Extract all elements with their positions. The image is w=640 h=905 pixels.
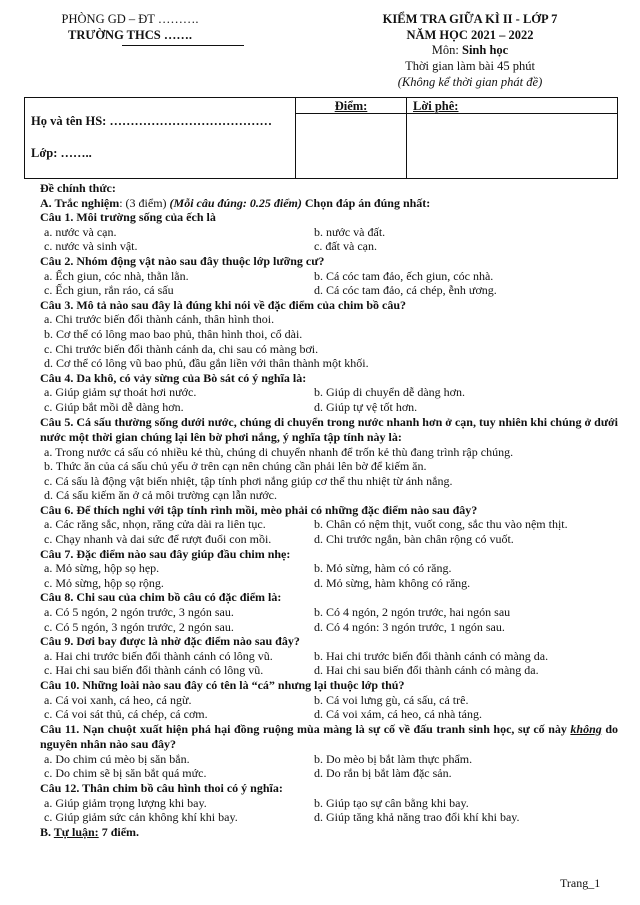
option-b[interactable]: b. nước và đất. [314, 224, 386, 239]
option-b[interactable]: b. Thức ăn của cá sấu chủ yếu ở trên cạn nên chúng cần phải lên bờ để kiếm ăn. [44, 459, 427, 474]
comment-label: Lời phê: [413, 99, 459, 113]
options-row [40, 283, 618, 298]
option-a[interactable]: a. Trong nước cá sấu có nhiều kẻ thù, chúng di chuyển nhanh để trốn kẻ thù đang trình rập chúng. [44, 444, 514, 459]
options-row [40, 269, 618, 284]
student-info-box [24, 97, 618, 179]
option-d[interactable]: d. Cá voi xám, cá heo, cá nhà táng. [314, 707, 482, 722]
option-c[interactable]: c. Chi trước biến đổi thành cánh da, chi sau có màng bơi. [44, 341, 319, 356]
part-b-prefix: B. [40, 824, 54, 839]
school-year: NĂM HỌC 2021 – 2022 [406, 27, 534, 42]
option-c[interactable]: c. Giúp giảm sức cản không khí khi bay. [44, 810, 238, 825]
option-c[interactable]: c. Do chim sẽ bị săn bắt quá mức. [44, 766, 207, 781]
options-row [40, 649, 618, 664]
option-a[interactable]: a. nước và cạn. [44, 224, 117, 239]
department: PHÒNG GD – ĐT ………. [61, 12, 199, 26]
student-cell [25, 98, 296, 178]
option-c[interactable]: c. Chạy nhanh và dai sức để rượt đuổi con mồi. [44, 532, 272, 547]
option-c[interactable]: c. Mỏ sừng, hộp sọ rộng. [44, 575, 164, 590]
part-b-title: Tự luận: [53, 824, 99, 839]
part-a-points: : (3 điểm) [119, 195, 170, 210]
options-row [40, 605, 618, 620]
option-a[interactable]: a. Giúp giảm trọng lượng khi bay. [44, 795, 207, 810]
option-b[interactable]: b. Chân có nệm thịt, vuốt cong, sắc thu vào nệm thịt. [314, 517, 568, 532]
options-row [40, 752, 618, 767]
option-a[interactable]: a. Do chim cú mèo bị săn bắn. [44, 751, 190, 766]
question-11-negation: không [570, 721, 602, 736]
question-3: Câu 3. Mô tả nào sau đây là đúng khi nói về đặc điểm của chim bồ câu? [40, 297, 407, 312]
options-row [40, 663, 618, 678]
option-d[interactable]: d. Chi trước ngắn, bàn chân rộng có vuốt. [314, 532, 514, 547]
options-row [40, 796, 618, 811]
option-a[interactable]: a. Chi trước biến đổi thành cánh, thân hình thoi. [44, 312, 275, 327]
option-c[interactable]: c. Cá voi sát thủ, cá chép, cá cơm. [44, 707, 208, 722]
question-8: Câu 8. Chi sau của chim bồ câu có đặc điểm là: [40, 590, 282, 605]
official-label: Đề chính thức: [40, 181, 116, 195]
comment-cell[interactable] [407, 98, 617, 178]
question-11 [40, 722, 618, 752]
option-a[interactable]: a. Hai chi trước biến đổi thành cánh có lông vũ. [44, 648, 273, 663]
option-b[interactable]: b. Cá cóc tam đảo, ếch giun, cóc nhà. [314, 268, 494, 283]
option-b[interactable]: b. Cá voi lưng gù, cá sấu, cá trê. [314, 692, 469, 707]
part-b-points: 7 điểm. [98, 824, 140, 839]
option-b[interactable]: b. Giúp di chuyển dễ dàng hơn. [314, 385, 465, 400]
comment-divider [407, 113, 617, 114]
part-a-scoring: (Mỗi câu đúng: 0.25 điểm) [169, 195, 302, 210]
option-d[interactable]: d. Giúp tăng khả năng trao đổi khí khi bay. [314, 810, 520, 825]
option-d[interactable]: c. đất và cạn. [314, 239, 377, 254]
question-4: Câu 4. Da khô, có vảy sừng của Bò sát có ý nghĩa là: [40, 370, 307, 385]
options-row [40, 693, 618, 708]
option-b[interactable]: b. Mỏ sừng, hàm có có răng. [314, 561, 452, 576]
option-a[interactable]: a. Ếch giun, cóc nhà, thằn lằn. [44, 268, 189, 283]
subject-line [330, 43, 610, 59]
option-c[interactable]: c. Ếch giun, rắn ráo, cá sấu [44, 283, 174, 298]
option-c[interactable]: c. Giúp bắt mồi dễ dàng hơn. [44, 399, 184, 414]
question-2: Câu 2. Nhóm động vật nào sau đây thuộc lớp lưỡng cư? [40, 253, 325, 268]
score-label: Điểm: [334, 99, 368, 113]
part-a-heading [40, 196, 618, 211]
options-row [40, 225, 618, 240]
question-11-text: Câu 11. Nạn chuột xuất hiện phá hại đồng ruộng mùa màng là sự cố về đấu tranh sinh học, sự cố này [40, 721, 571, 736]
class-field[interactable]: Lớp: …….. [31, 146, 92, 160]
option-a[interactable]: a. Mỏ sừng, hộp sọ hẹp. [44, 561, 160, 576]
option-d[interactable]: d. Hai chi sau biến đổi thành cánh có màng da. [314, 663, 539, 678]
subject-label: Môn: [431, 43, 462, 58]
option-a[interactable]: a. Có 5 ngón, 2 ngón trước, 3 ngón sau. [44, 605, 234, 620]
option-b[interactable]: b. Có 4 ngón, 2 ngón trước, hai ngón sau [314, 605, 511, 620]
options-row [40, 707, 618, 722]
option-d[interactable]: d. Có 4 ngón: 3 ngón trước, 1 ngón sau. [314, 619, 505, 634]
options-row [40, 532, 618, 547]
question-9: Câu 9. Dơi bay được là nhờ đặc điểm nào sau đây? [40, 634, 300, 649]
option-d[interactable]: d. Cá cóc tam đảo, cá chép, ễnh ương. [314, 283, 497, 298]
option-c[interactable]: c. Có 5 ngón, 3 ngón trước, 2 ngón sau. [44, 619, 234, 634]
option-d[interactable]: d. Cơ thể có lông vũ bao phủ, đầu gắn liền với thân thành một khối. [44, 356, 369, 371]
options-row [40, 810, 618, 825]
duration-note: (Không kể thời gian phát đề) [397, 74, 543, 89]
options-row [40, 239, 618, 254]
options-row [40, 385, 618, 400]
option-a[interactable]: a. Giúp giảm sự thoát hơi nước. [44, 385, 197, 400]
option-d[interactable]: d. Cá sấu kiếm ăn ở cả môi trường cạn lẫn nước. [44, 488, 277, 503]
option-b[interactable]: b. Hai chi trước biến đổi thành cánh có màng da. [314, 648, 549, 663]
duration: Thời gian làm bài 45 phút [405, 58, 535, 73]
options-row [40, 517, 618, 532]
option-b[interactable]: b. Cơ thể có lông mao bao phủ, thân hình thoi, cổ dài. [44, 326, 303, 341]
page-number: Trang_1 [560, 876, 601, 890]
option-b[interactable]: b. Do mèo bị bắt làm thực phẩm. [314, 751, 473, 766]
school-underline [122, 45, 244, 46]
score-cell[interactable] [296, 98, 407, 178]
option-c[interactable]: c. nước và sinh vật. [44, 239, 138, 254]
part-a-instruction: Chọn đáp án đúng nhất: [301, 195, 431, 210]
options-row [40, 561, 618, 576]
option-d[interactable]: d. Giúp tự vệ tốt hơn. [314, 399, 418, 414]
question-6: Câu 6. Để thích nghi với tập tính rình mồi, mèo phải có những đặc điểm nào sau đây? [40, 502, 478, 517]
option-d[interactable]: d. Mỏ sừng, hàm không có răng. [314, 575, 471, 590]
options-row [40, 620, 618, 635]
question-7: Câu 7. Đặc điểm nào sau đây giúp đầu chim nhẹ: [40, 546, 291, 561]
option-a[interactable]: a. Cá voi xanh, cá heo, cá ngừ. [44, 692, 192, 707]
options-row [40, 766, 618, 781]
part-a-title: A. Trắc nghiệm [40, 195, 120, 210]
option-c[interactable]: c. Cá sấu là động vật biến nhiệt, tập tính phơi nắng giúp cơ thể thu nhiệt từ ánh nắng. [44, 473, 453, 488]
header-right [330, 12, 610, 90]
question-11-text-end: do nguyên nhân nào sau đây? [40, 721, 618, 751]
score-divider [296, 113, 406, 114]
part-b-heading [40, 825, 618, 840]
exam-title: KIỂM TRA GIỮA KÌ II - LỚP 7 [382, 12, 558, 26]
option-d[interactable]: d. Do rắn bị bắt làm đặc sản. [314, 766, 452, 781]
school-name: TRƯỜNG THCS ……. [68, 27, 192, 42]
option-a[interactable]: a. Các răng sắc, nhọn, răng cửa dài ra liên tục. [44, 517, 266, 532]
question-10: Câu 10. Những loài nào sau đây có tên là “cá” nhưng lại thuộc lớp thú? [40, 678, 405, 692]
exam-content [40, 181, 618, 839]
option-b[interactable]: b. Giúp tạo sự cân bằng khi bay. [314, 795, 469, 810]
question-12: Câu 12. Thân chim bồ câu hình thoi có ý nghĩa: [40, 780, 283, 795]
question-5: Câu 5. Cá sấu thường sống dưới nước, chúng di chuyển trong nước nhanh hơn ở cạn, tuy nhiên khi chúng ở dưới nước một thời gian chúng lại lên bờ phơi nắng, ý nghĩa tập tính này là: [40, 414, 618, 444]
options-row [40, 400, 618, 415]
header-left [30, 12, 230, 46]
option-c[interactable]: c. Hai chi sau biến đổi thành cánh có lông vũ. [44, 663, 264, 678]
question-1: Câu 1. Môi trường sống của ếch là [40, 210, 216, 225]
subject: Sinh học [462, 43, 509, 58]
options-row [40, 576, 618, 591]
student-name-field[interactable]: Họ và tên HS: ………………………………… [31, 114, 272, 128]
